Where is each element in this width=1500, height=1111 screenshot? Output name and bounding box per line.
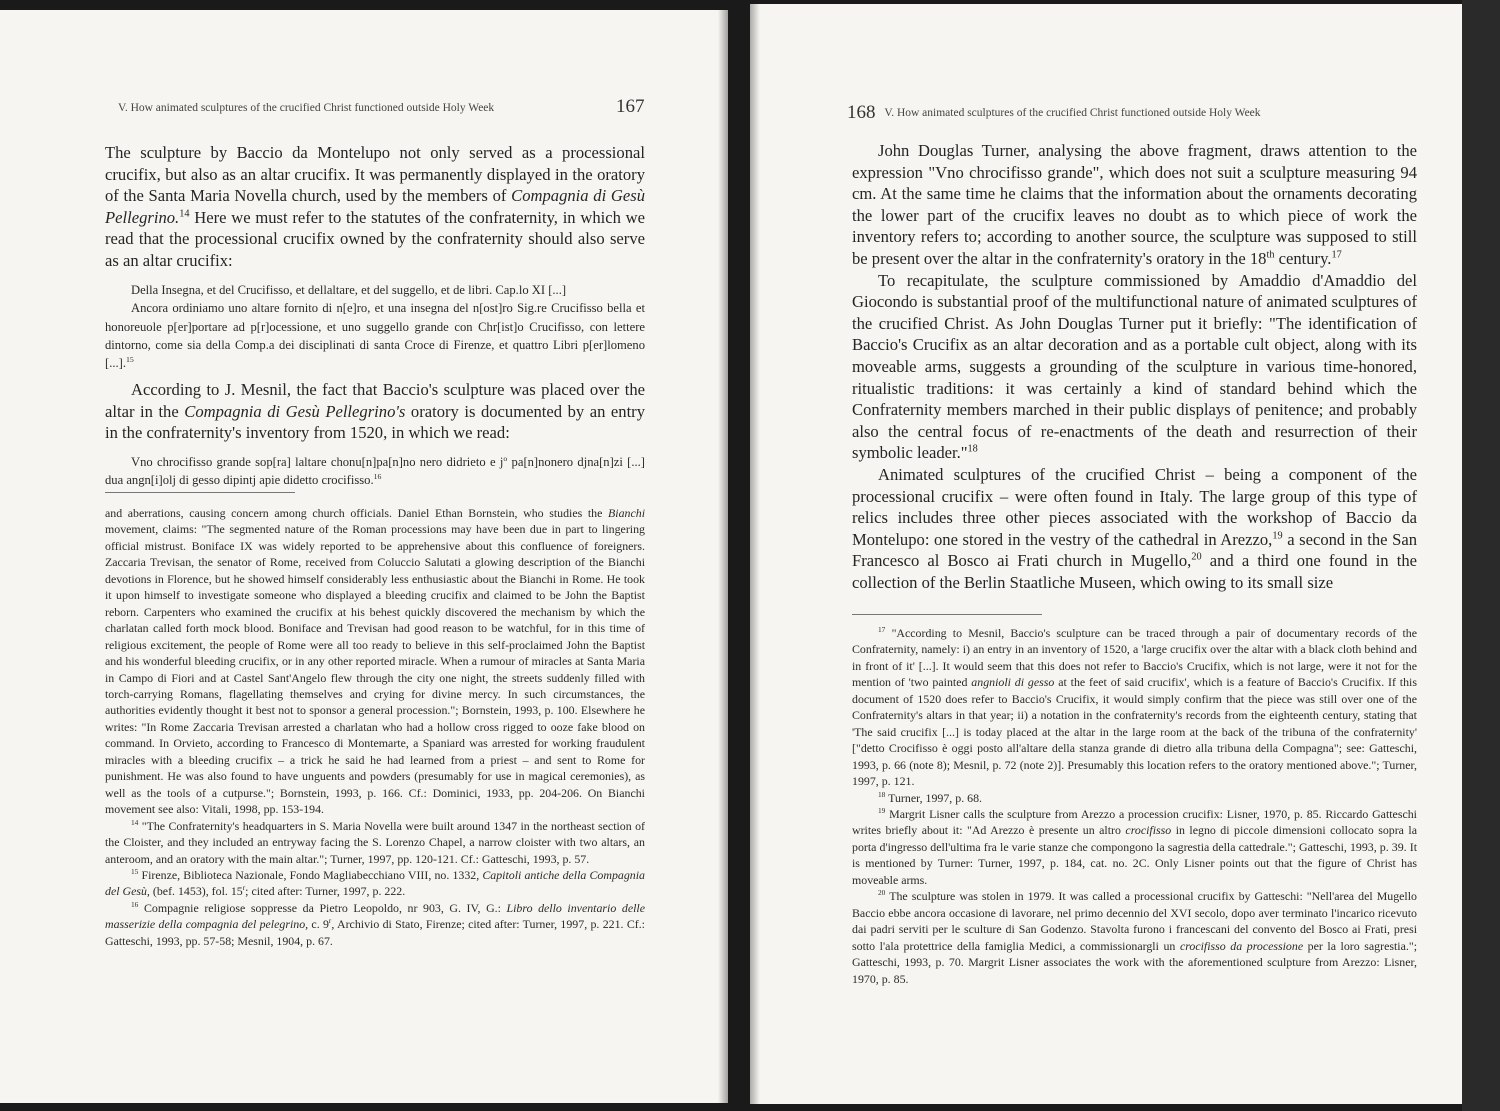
footnote-continued: and aberrations, causing concern among church officials. Daniel Ethan Bornstein, who studies the Bianchi movement, claims: "The segmented nature of the Roman processions may have been due in part to lingering official mistrust. Boniface IX was widely reported to be apprehensive about this confluence of foreigners. Zaccaria Trevisan, the senator of Rome, received from Coluccio Salutati a glowing description of the Bianchi devotions in Florence, but he showed himself considerably less enthusiastic about the Bianchi in Rome. He took it upon himself to investigate someone who displayed a bleeding crucifix and claimed to be John the Baptist reborn. Carpenters who examined the crucifix at his behest quickly discovered the mechanism by which the charlatan called forth mock blood. Boniface and Trevisan had good reason to be watchful, for in this time of religious excitement, the people of Rome were all too ready to believe in this self-proclaimed John the Baptist and his wonderful bleeding crucifix, or in any other reported miracle. When a rumour of miracles at Santa Maria in Campo di Fiori and at Castel Sant'Angelo flew through the city one night, the streets suddenly filled with torch-carrying Romans, flagellating themselves and crying for divine mercy. In such circumstances, the authorities evidently thought it best not to sponsor a general procession."; Bornstein, 1993, p. 100. Elsewhere he writes: "In Rome Zaccaria Trevisan arrested a charlatan who had a hollow cross rigged to ooze fake blood on command. In Orvieto, according to Francesco di Montemarte, a Spaniard was arrested for working fraudulent miracles with a bleeding crucifix – a trick he said he had learned from a priest – and sent to Rome for punishment. He was also found to have unguents and powders (presumably for use in magical ceremonies), as well as the tools of a cutpurse."; Bornstein, 1993, p. 166. Cf.: Dominici, 1933, pp. 204-206. On Bianchi movement see also: Vitali, 1998, pp. 153-194.	[105, 506, 645, 817]
page-number: 168	[847, 102, 876, 123]
block-quote-inventory: Vno chrocifisso grande sop[ra] laltare chonu[n]pa[n]no nero didrieto e $j^o$ pa[n]nonero djna[n]zi [...] dua angn[i]olj di gesso dipintj apie didetto crocifisso.$^{16}$	[105, 453, 645, 488]
footnote-16: $^{16}$ Compagnie religiose soppresse da Pietro Leopoldo, nr 903, G. IV, G.: Libro dello inventario delle masserizie della compagnia del pelegrino, c. 9$^r$, Archivio di Stato, Firenze; cited after: Turner, 1997, p. 221. Cf.: Gatteschi, 1993, pp. 57-58; Mesnil, 1904, p. 67.	[105, 899, 645, 948]
spine-shadow	[750, 4, 760, 1104]
running-head-text: V. How animated sculptures of the crucified Christ functioned outside Holy Week	[884, 107, 1261, 119]
running-head-left	[118, 96, 645, 117]
footnotes-left	[105, 505, 645, 949]
footnote-18: $^{18}$ Turner, 1997, p. 68.	[878, 789, 983, 805]
footnote-20: $^{20}$ The sculpture was stolen in 1979. It was called a processional crucifix by Gatteschi: "Nell'area del Mugello Baccio ebbe ancora occasione di lavorare, nel primo decennio del XVI secolo, dopo aver terminato l'incarico ricevuto dai padri serviti per le sculture di San Godenzo. Stavolta furono i francescani del convento del Bosco ai Frati, presi sotto l'ala protettrice della famiglia Medici, a commissionargli un crocifisso da processione per la loro sagrestia."; Gatteschi, 1993, p. 70. Margrit Lisner associates the work with the aforementioned sculpture from Arezzo: Lisner, 1970, p. 85.	[852, 888, 1417, 986]
body-paragraph-1: The sculpture by Baccio da Montelupo not only served as a processional crucifix, but also as an altar crucifix. It was permanently displayed in the oratory of the Santa Maria Novella church, used by the members of Compagnia di Gesù Pellegrino.$^{14}$ Here we must refer to the statutes of the confraternity, in which we read that the processional crucifix owned by the confraternity should also serve as an altar crucifix:	[105, 143, 646, 270]
footnote-19: $^{19}$ Margrit Lisner calls the sculpture from Arezzo a procession crucifix: Lisner, 1970, p. 85. Riccardo Gatteschi writes briefly about it: "Ad Arezzo è presente un altro crocifisso in legno di piccole dimensioni collocato sopra la porta d'ingresso dell'ultima fra le varie stanze che compongono la sagrestia della cattedrale."; Gatteschi, 1993, p. 39. It is mentioned by Turner: Turner, 1997, p. 184, cat. no. 2C. Only Lisner points out that the figure of Christ has moveable arms.	[852, 806, 1418, 887]
footnote-rule	[105, 492, 295, 493]
footnote-rule	[852, 614, 1042, 615]
running-head-right	[847, 100, 1261, 122]
footnotes-right	[852, 625, 1417, 987]
body-paragraph-2: According to J. Mesnil, the fact that Baccio's sculpture was placed over the altar in the Compagnia di Gesù Pellegrino's oratory is documented by an entry in the confraternity's inventory from 1520, in which we read:	[105, 380, 646, 443]
footnote-15: $^{15}$ Firenze, Biblioteca Nazionale, Fondo Magliabecchiano VIII, no. 1332, Capitoli antiche della Compagnia del Gesù, (bef. 1453), fol. 15$^r$; cited after: Turner, 1997, p. 222.	[105, 867, 645, 899]
left-page	[0, 10, 728, 1103]
block-quote-statutes: Della Insegna, et del Crucifisso, et dellaltare, et del suggello, et de libri. Cap.lo XI [...] Ancora ordiniamo uno altare fornito di n[e]ro, et una insegna del n[ost]ro Sig.re Crucifisso bella et honoreuole p[er]portare ad p[r]ocessione, et uno suggello grande con Chr[ist]o Crucifisso, con lettere dintorno, come sia della Comp.a dei disciplinati di santa Croce di Firenze, et quattro Libri p[er]lomeno [...].$^{15}$	[105, 283, 645, 371]
right-page	[750, 4, 1462, 1104]
spine-shadow	[718, 10, 728, 1103]
scanner-edge	[1462, 0, 1500, 1111]
running-head-text: V. How animated sculptures of the crucified Christ functioned outside Holy Week	[118, 102, 495, 114]
page-number: 167	[616, 96, 645, 117]
footnote-14: $^{14}$ "The Confraternity's headquarters in S. Maria Novella were built around 1347 in the northeast section of the Cloister, and they included an entryway facing the S. Lorenzo Chapel, a narrow cloister with two altars, an anteroom, and an oratory with the main altar."; Turner, 1997, pp. 120-121. Cf.: Gatteschi, 1993, p. 57.	[105, 817, 645, 866]
body-paragraphs-right: John Douglas Turner, analysing the above fragment, draws attention to the expression "Vno chrocifisso grande", which does not suit a sculpture measuring 94 cm. At the same time he claims that the information about the ornaments decorating the lower part of the crucifix leaves no doubt as to which piece of work the inventory refers to; according to another source, the sculpture was supposed to still be present over the altar in the confraternity's oratory in the 18th century.$^{17}$ To recapitulate, the sculpture commissioned by Amaddio d'Amaddio del Giocondo is substantial proof of the multifunctional nature of animated sculptures of the crucified Christ. As John Douglas Turner put it briefly: "The identification of Baccio's Crucifix as an altar decoration and as a portable cult object, along with its moveable arms, suggests a grounding of the sculpture in various time-honored, ritualistic traditions: it was certainly a kind of standard behind which the Confraternity members marched in their public displays of penitence; and probably also the central focus of re-enactments of the death and resurrection of their symbolic leader."$^{18}$ Animated sculptures of the crucified Christ – being a component of the processional crucifix – were often found in Italy. The large group of this type of relics includes three other pieces associated with the workshop of Baccio da Montelupo: one stored in the vestry of the cathedral in Arezzo,$^{19}$ a second in the San Francesco al Bosco ai Frati church in Mugello,$^{20}$ and a third one found in the collection of the Berlin Staatliche Museen, which owing to its small size	[852, 141, 1418, 592]
footnote-17: $^{17}$ "According to Mesnil, Baccio's sculpture can be traced through a pair of documentary records of the Confraternity, namely: i) an entry in an inventory of 1520, a 'large crucifix over the altar with a black cloth behind and in front of it' [...]. It would seem that this does not refer to Baccio's Crucifix, which is not large, were it not for the mention of 'two painted angnioli di gesso at the feet of said crucifix', which is a feature of Baccio's Crucifix. If this document of 1520 does refer to Baccio's Crucifix, it would simply confirm that the piece was still over one of the Confraternity's altars in that year; ii) a notation in the confraternity's records from the eighteenth century, stating that 'The said crucifix [...] is today placed at the altar in the large room at the back of the tribuna of the confraternity' ["detto Crocifisso è oggi posto all'altare della stanza grande di dietro alla tribuna della Compagna"; see: Gatteschi, 1993, p. 66 (note 8); Mesnil, p. 72 (note 2)]. Presumably this location refers to the oratory mentioned above."; Turner, 1997, p. 121.	[852, 625, 1417, 789]
